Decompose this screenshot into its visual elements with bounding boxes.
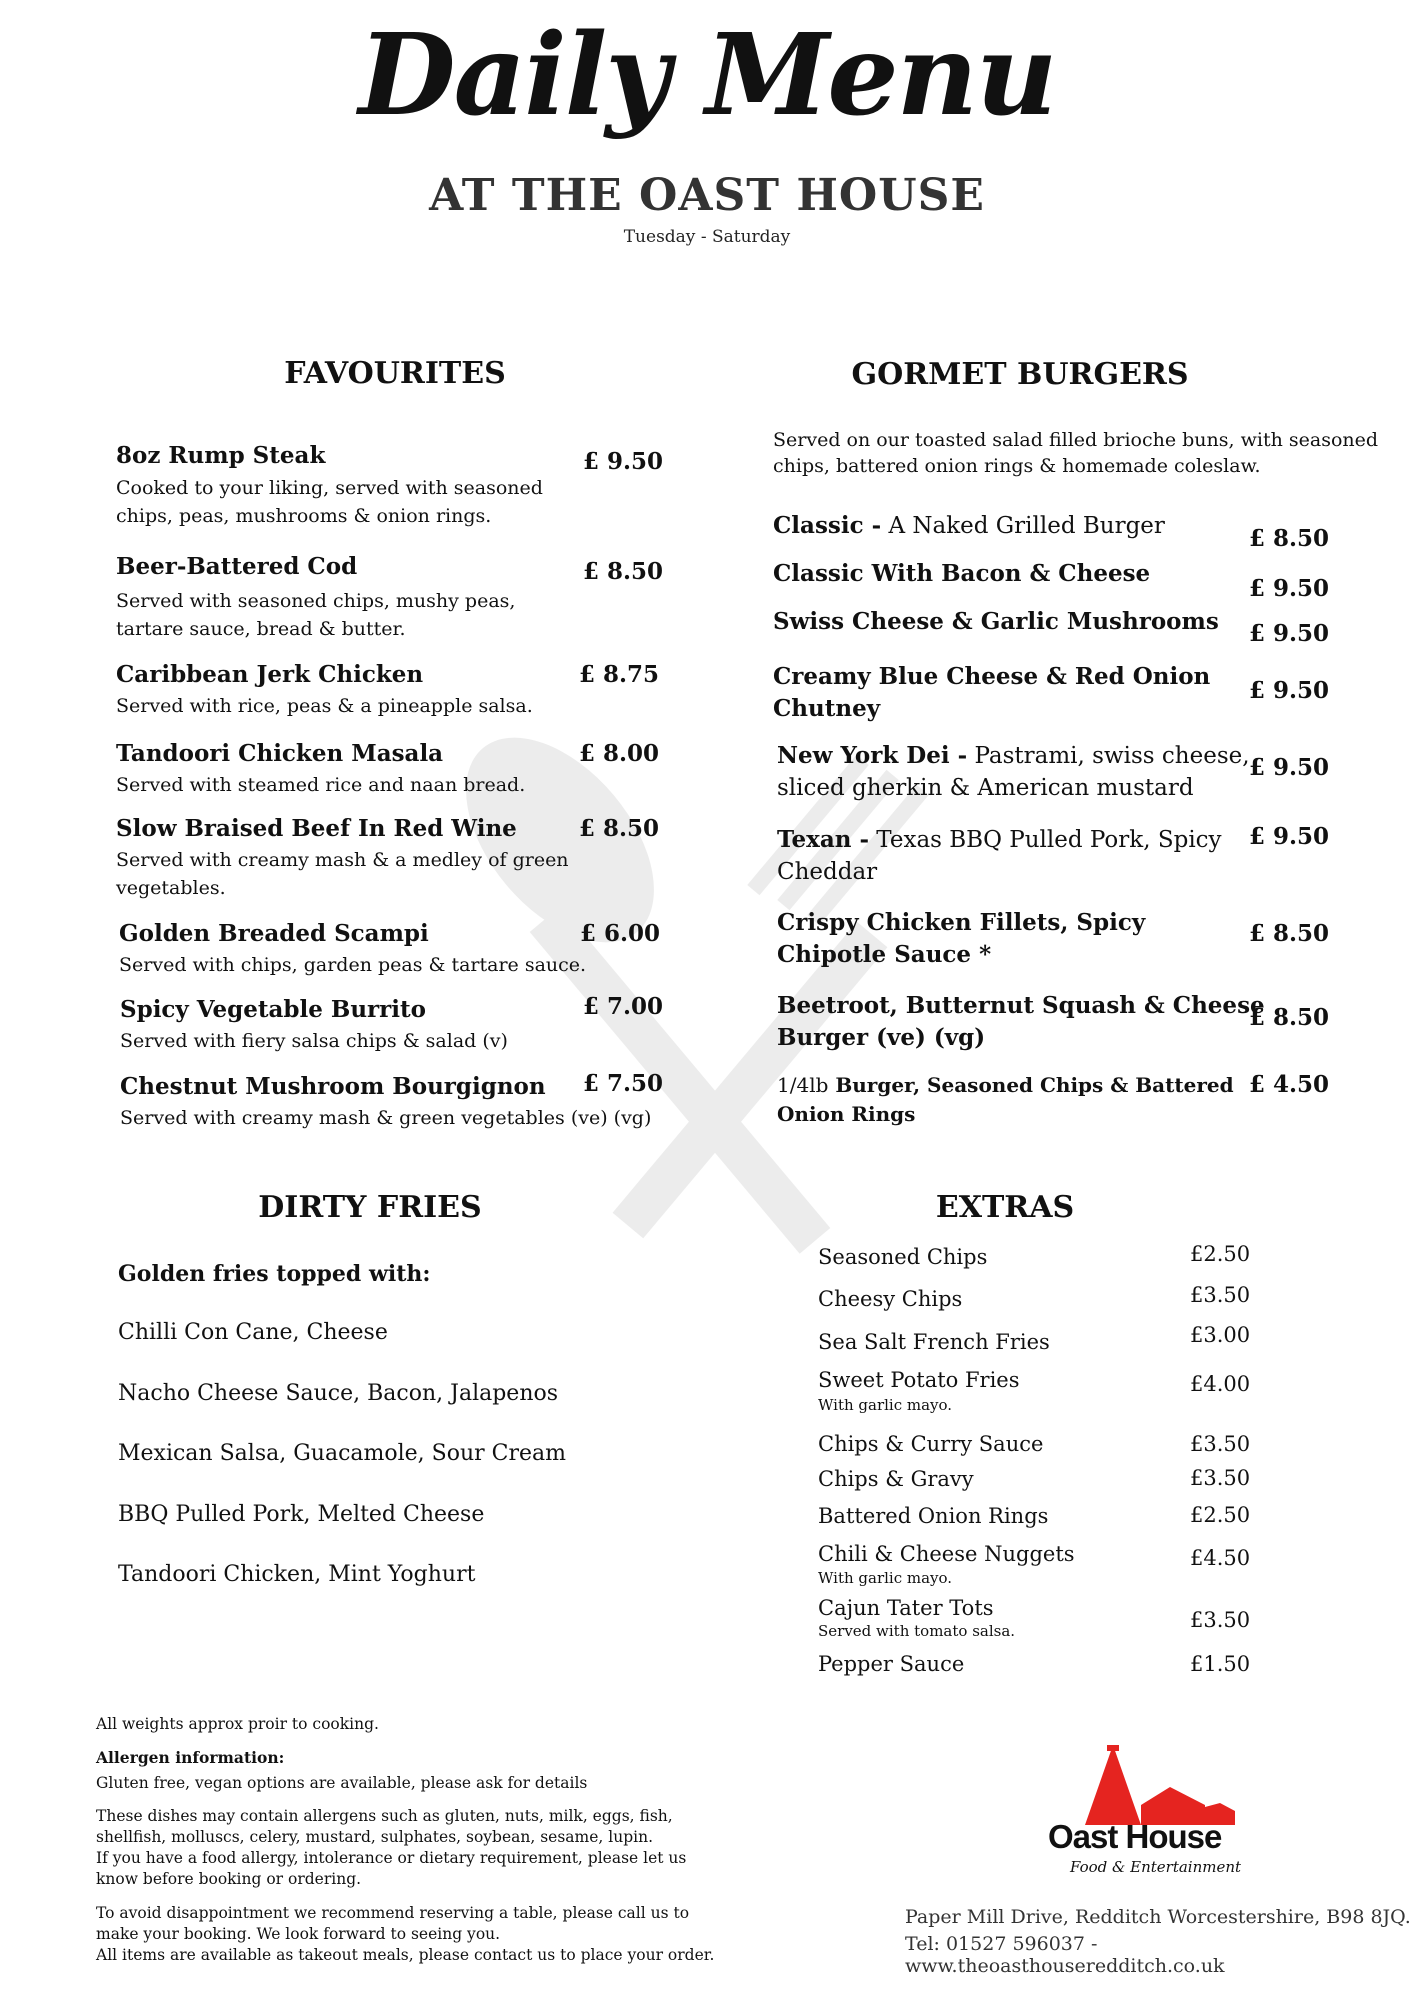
dirty-fries-item: Tandoori Chicken, Mint Yoghurt: [118, 1562, 476, 1587]
dirty-fries-item: BBQ Pulled Pork, Melted Cheese: [118, 1502, 485, 1527]
item-desc: Served with chips, garden peas & tartare sauce.: [119, 954, 587, 976]
burger-name: Creamy Blue Cheese & Red Onion: [773, 663, 1211, 690]
burger-price: £ 9.50: [1249, 823, 1330, 850]
burger-desc: A Naked Grilled Burger: [881, 513, 1165, 539]
item-desc: Served with steamed rice and naan bread.: [116, 774, 526, 796]
extra-price: £4.50: [1190, 1546, 1251, 1570]
extra-price: £3.50: [1190, 1283, 1251, 1307]
allergen-para-line: shellfish, molluscs, celery, mustard, sulphates, soybean, sesame, lupin.: [96, 1828, 654, 1846]
burger-name: New York Dei -: [777, 742, 968, 769]
logo-name: Oast House: [1048, 1818, 1222, 1855]
item-price: £ 7.50: [583, 1070, 664, 1097]
burger-price: £ 8.50: [1249, 525, 1330, 552]
item-price: £ 8.50: [583, 558, 664, 585]
extra-name: Chili & Cheese Nuggets: [818, 1542, 1075, 1566]
extra-price: £3.50: [1190, 1432, 1251, 1456]
allergen-para-line: If you have a food allergy, intolerance or dietary requirement, please let us: [96, 1849, 687, 1867]
dirty-fries-intro: Golden fries topped with:: [118, 1261, 431, 1287]
extra-name: Chips & Gravy: [818, 1467, 974, 1491]
allergen-para-line: know before booking or ordering.: [96, 1870, 362, 1888]
weights-note: All weights approx proir to cooking.: [96, 1715, 379, 1733]
address: Paper Mill Drive, Redditch Worcestershire, B98 8JQ.: [905, 1906, 1411, 1928]
opening-days: Tuesday - Saturday: [623, 227, 791, 247]
burger-name: Texan -: [777, 826, 869, 853]
extra-note: Served with tomato salsa.: [818, 1622, 1016, 1640]
burger-name: Beetroot, Butternut Squash & Cheese: [777, 992, 1265, 1019]
burger-name: Burger, Seasoned Chips & Battered: [828, 1073, 1234, 1097]
contact: Tel: 01527 596037 - www.theoasthouseredditch.co.uk: [905, 1933, 1225, 1977]
page-subtitle: AT THE OAST HOUSE: [429, 170, 985, 221]
burger-desc: Pastrami, swiss cheese,: [967, 743, 1250, 769]
extra-price: £3.50: [1190, 1466, 1251, 1490]
item-price: £ 8.75: [579, 661, 660, 688]
extra-name: Sweet Potato Fries: [818, 1368, 1020, 1392]
burger-item: [777, 824, 1222, 888]
extra-price: £4.00: [1190, 1372, 1251, 1396]
burger-name-line2: Burger (ve) (vg): [777, 1024, 986, 1051]
extra-name: Seasoned Chips: [818, 1245, 988, 1269]
extras-heading: EXTRAS: [935, 1190, 1075, 1225]
burger-desc-line2: Cheddar: [777, 859, 878, 885]
extra-price: £3.50: [1190, 1608, 1251, 1632]
extra-note: With garlic mayo.: [818, 1569, 953, 1587]
extra-price: £2.50: [1190, 1242, 1251, 1266]
extra-name: Cajun Tater Tots: [818, 1596, 994, 1620]
burger-item: [773, 510, 1165, 542]
burger-name-line2: Chipotle Sauce *: [777, 941, 992, 968]
allergen-heading: Allergen information:: [96, 1748, 285, 1767]
burger-price: £ 9.50: [1249, 754, 1330, 781]
dirty-fries-item: Chilli Con Cane, Cheese: [118, 1320, 388, 1345]
item-desc: tartare sauce, bread & butter.: [116, 618, 406, 640]
burger-item: [773, 558, 1150, 590]
burger-name: Classic -: [773, 512, 882, 539]
item-desc: Cooked to your liking, served with seasoned: [116, 477, 543, 499]
dirty-fries-item: Mexican Salsa, Guacamole, Sour Cream: [118, 1441, 566, 1466]
item-desc: Served with fiery salsa chips & salad (v): [120, 1030, 508, 1052]
item-name: Beer-Battered Cod: [116, 553, 358, 580]
allergen-line: Gluten free, vegan options are available, please ask for details: [96, 1774, 588, 1792]
extra-name: Pepper Sauce: [818, 1652, 965, 1676]
dirty-fries-heading: DIRTY FRIES: [258, 1190, 482, 1225]
item-name: Tandoori Chicken Masala: [116, 740, 444, 767]
burger-price: £ 9.50: [1249, 677, 1330, 704]
item-name: Spicy Vegetable Burrito: [120, 996, 426, 1023]
burger-name: Classic With Bacon & Cheese: [773, 560, 1151, 587]
burger-desc: Texas BBQ Pulled Pork, Spicy: [869, 827, 1222, 853]
burger-item: [773, 606, 1219, 638]
booking-para-line: make your booking. We look forward to seeing you.: [96, 1925, 501, 1943]
burger-desc-line2: sliced gherkin & American mustard: [777, 775, 1194, 801]
burger-name-line2: Chutney: [773, 695, 881, 722]
item-name: 8oz Rump Steak: [116, 442, 326, 469]
item-name: Slow Braised Beef In Red Wine: [116, 815, 517, 842]
burger-item: [777, 907, 1145, 971]
item-desc: vegetables.: [116, 877, 226, 899]
burger-item: [773, 661, 1210, 725]
item-name: Golden Breaded Scampi: [119, 920, 429, 947]
item-desc: Served with rice, peas & a pineapple salsa.: [116, 695, 533, 717]
logo-tagline: Food & Entertainment: [1070, 1858, 1242, 1876]
allergen-para-line: These dishes may contain allergens such as gluten, nuts, milk, eggs, fish,: [96, 1807, 673, 1825]
page-title: Daily Menu: [358, 10, 1056, 141]
extra-note: With garlic mayo.: [818, 1396, 953, 1414]
extra-price: £2.50: [1190, 1503, 1251, 1527]
extra-name: Sea Salt French Fries: [818, 1330, 1050, 1354]
item-price: £ 6.00: [580, 920, 661, 947]
dirty-fries-item: Nacho Cheese Sauce, Bacon, Jalapenos: [118, 1381, 559, 1406]
item-price: £ 7.00: [583, 993, 664, 1020]
burger-size: 1/4lb: [777, 1073, 829, 1097]
item-desc: chips, peas, mushrooms & onion rings.: [116, 505, 492, 527]
burger-price: £ 8.50: [1249, 1004, 1330, 1031]
item-desc: Served with creamy mash & green vegetables (ve) (vg): [120, 1107, 652, 1129]
booking-para-line: All items are available as takeout meals, please contact us to place your order.: [96, 1946, 715, 1964]
extra-price: £3.00: [1190, 1323, 1251, 1347]
item-name: Caribbean Jerk Chicken: [116, 661, 424, 688]
item-name: Chestnut Mushroom Bourgignon: [120, 1073, 546, 1100]
burger-item: [777, 1071, 1234, 1129]
extra-name: Cheesy Chips: [818, 1287, 963, 1311]
item-price: £ 8.50: [579, 815, 660, 842]
burger-name: Crispy Chicken Fillets, Spicy: [777, 909, 1146, 936]
extra-price: £1.50: [1190, 1652, 1251, 1676]
extra-name: Battered Onion Rings: [818, 1504, 1049, 1528]
burger-price: £ 9.50: [1249, 575, 1330, 602]
item-price: £ 9.50: [583, 448, 664, 475]
burger-name: Swiss Cheese & Garlic Mushrooms: [773, 608, 1219, 635]
burger-item: [777, 990, 1265, 1054]
extra-name: Chips & Curry Sauce: [818, 1432, 1044, 1456]
burger-price: £ 4.50: [1249, 1071, 1330, 1098]
burgers-intro: chips, battered onion rings & homemade coleslaw.: [773, 455, 1261, 477]
item-desc: Served with seasoned chips, mushy peas,: [116, 590, 516, 612]
booking-para-line: To avoid disappointment we recommend reserving a table, please call us to: [96, 1904, 690, 1922]
favourites-heading: FAVOURITES: [284, 356, 506, 391]
burger-price: £ 8.50: [1249, 920, 1330, 947]
item-desc: Served with creamy mash & a medley of green: [116, 849, 569, 871]
burger-item: [777, 740, 1250, 804]
burger-price: £ 9.50: [1249, 620, 1330, 647]
burger-name-line2: Onion Rings: [777, 1102, 916, 1126]
item-price: £ 8.00: [579, 740, 660, 767]
burgers-intro: Served on our toasted salad filled brioche buns, with seasoned: [773, 429, 1379, 451]
burgers-heading: GORMET BURGERS: [851, 357, 1189, 392]
